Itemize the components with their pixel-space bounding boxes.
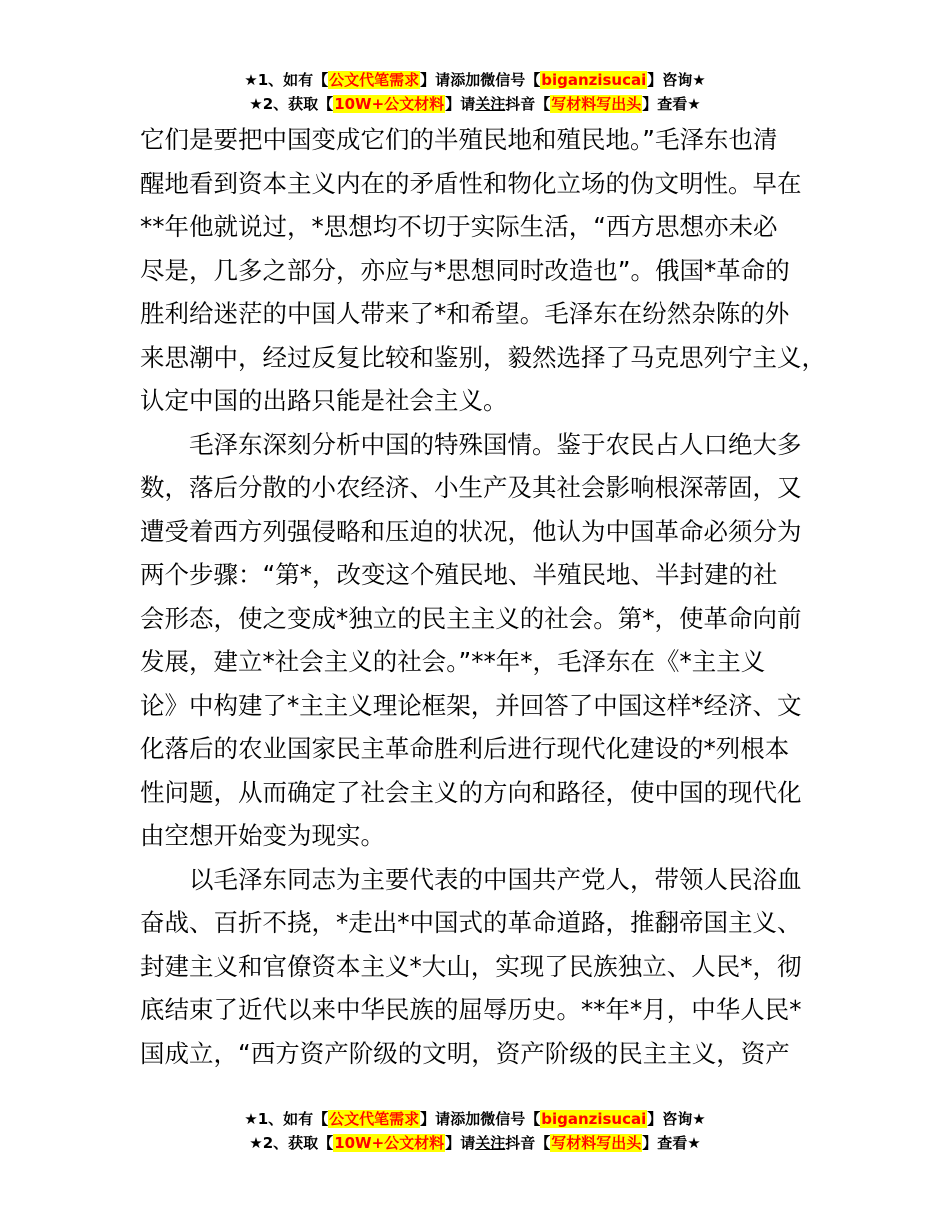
banner-text: 】请 bbox=[445, 95, 476, 113]
text-line: 两个步骤：“第*，改变这个殖民地、半殖民地、半封建的社 bbox=[140, 560, 778, 589]
text-line: 发展，建立*社会主义的社会。”**年*，毛泽东在《*主主义 bbox=[140, 647, 766, 676]
banner-text: ★2、获取【 bbox=[249, 95, 334, 113]
banner-text: 】请 bbox=[445, 1134, 476, 1152]
header-banner bbox=[0, 68, 950, 116]
text-line: 化落后的农业国家民主革命胜利后进行现代化建设的*列根本 bbox=[140, 734, 790, 763]
highlight-text: 公文代笔需求 bbox=[329, 71, 420, 89]
banner-text: 】咨询★ bbox=[647, 1110, 706, 1128]
banner-text: 】查看★ bbox=[642, 95, 701, 113]
highlight-text: 10W+公文材料 bbox=[334, 1134, 445, 1152]
banner-text: 抖音【 bbox=[505, 1134, 551, 1152]
douyin-id: 写材料写出头 bbox=[551, 1134, 642, 1152]
highlight-text: 10W+公文材料 bbox=[334, 95, 445, 113]
banner-text: 抖音【 bbox=[505, 95, 551, 113]
wechat-id: biganzisucai bbox=[541, 1110, 647, 1128]
text-line: **年他就说过，*思想均不切于实际生活，“西方思想亦未必 bbox=[140, 212, 778, 241]
text-line: 遭受着西方列强侵略和压迫的状况，他认为中国革命必须分为 bbox=[140, 516, 802, 546]
banner-emphasis: 关注 bbox=[475, 1134, 506, 1152]
banner-line-2 bbox=[0, 1131, 950, 1155]
text-line: 性问题，从而确定了社会主义的方向和路径，使中国的现代化 bbox=[140, 777, 802, 807]
text-line: 它们是要把中国变成它们的半殖民地和殖民地。”毛泽东也清 bbox=[140, 125, 778, 154]
banner-emphasis: 关注 bbox=[475, 95, 506, 113]
banner-text: ★1、如有【 bbox=[244, 71, 329, 89]
highlight-text: 公文代笔需求 bbox=[329, 1110, 420, 1128]
text-line: 认定中国的出路只能是社会主义。 bbox=[140, 386, 508, 415]
text-line: 国成立，“西方资产阶级的文明，资产阶级的民主主义，资产 bbox=[140, 1038, 790, 1068]
banner-text: 微信号【 bbox=[480, 71, 541, 89]
banner-text: 】咨询★ bbox=[647, 71, 706, 89]
text-line: 论》中构建了*主主义理论框架，并回答了中国这样*经济、文 bbox=[140, 690, 802, 720]
text-line: 尽是，几多之部分，亦应与*思想同时改造也”。俄国*革命的 bbox=[140, 255, 790, 285]
banner-emphasis: 添加 bbox=[450, 71, 481, 89]
text-line: 来思潮中，经过反复比较和鉴别，毅然选择了马克思列宁主义， bbox=[140, 342, 826, 372]
text-line: 以毛泽东同志为主要代表的中国共产党人，带领人民浴血 bbox=[140, 864, 802, 894]
banner-text: ★2、获取【 bbox=[249, 1134, 334, 1152]
text-line: 底结束了近代以来中华民族的屈辱历史。**年*月，中华人民* bbox=[140, 995, 802, 1024]
footer-banner bbox=[0, 1107, 950, 1155]
banner-line-1 bbox=[0, 68, 950, 92]
text-line: 奋战、百折不挠，*走出*中国式的革命道路，推翻帝国主义、 bbox=[140, 908, 802, 937]
text-line: 胜利给迷茫的中国人带来了*和希望。毛泽东在纷然杂陈的外 bbox=[140, 299, 790, 328]
banner-text: 微信号【 bbox=[480, 1110, 541, 1128]
text-line: 封建主义和官僚资本主义*大山，实现了民族独立、人民*，彻 bbox=[140, 951, 802, 981]
banner-line-2 bbox=[0, 92, 950, 116]
text-line: 会形态，使之变成*独立的民主主义的社会。第*，使革命向前 bbox=[140, 603, 802, 633]
banner-line-1 bbox=[0, 1107, 950, 1131]
banner-text: ★1、如有【 bbox=[244, 1110, 329, 1128]
text-line: 数，落后分散的小农经济、小生产及其社会影响根深蒂固，又 bbox=[140, 473, 802, 502]
banner-emphasis: 添加 bbox=[450, 1110, 481, 1128]
douyin-id: 写材料写出头 bbox=[551, 95, 642, 113]
document-body bbox=[140, 118, 830, 1075]
wechat-id: biganzisucai bbox=[541, 71, 647, 89]
banner-text: 】请 bbox=[420, 1110, 451, 1128]
banner-text: 】请 bbox=[420, 71, 451, 89]
text-line: 毛泽东深刻分析中国的特殊国情。鉴于农民占人口绝大多 bbox=[140, 429, 802, 459]
text-line: 醒地看到资本主义内在的矛盾性和物化立场的伪文明性。早在 bbox=[140, 168, 802, 198]
banner-text: 】查看★ bbox=[642, 1134, 701, 1152]
text-line: 由空想开始变为现实。 bbox=[140, 821, 385, 850]
